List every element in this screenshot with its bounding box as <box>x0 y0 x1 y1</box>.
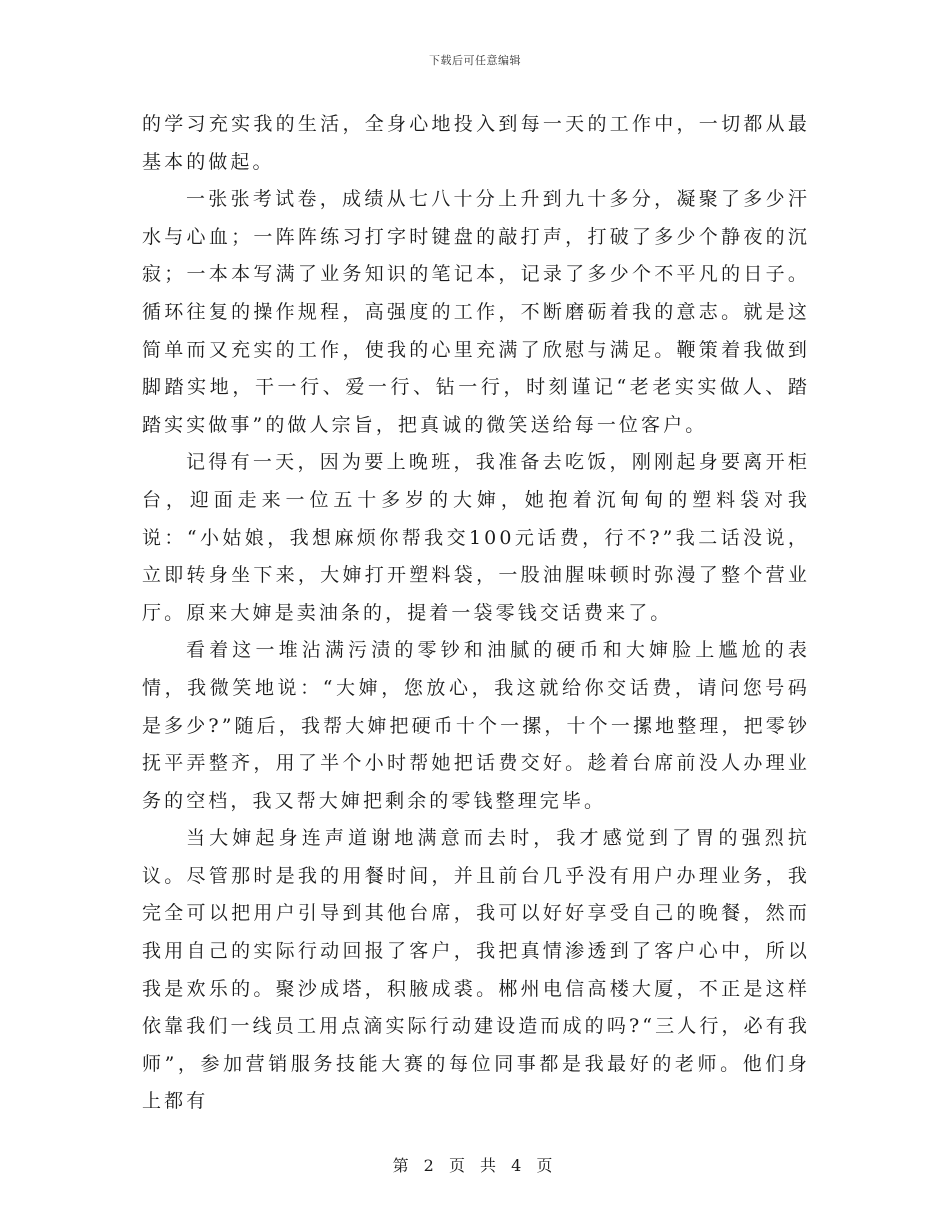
paragraph: 看着这一堆沾满污渍的零钞和油腻的硬币和大婶脸上尴尬的表情，我微笑地说：“大婶，您放心，我这就给你交话费，请问您号码是多少?”随后，我帮大婶把硬币十个一摞，十个一摞地整理，把零钞抚平弄整齐，用了半个小时帮她把话费交好。趁着台席前没人办理业务的空档，我又帮大婶把剩余的零钱整理完毕。 <box>142 639 810 812</box>
paragraph: 当大婶起身连声道谢地满意而去时，我才感觉到了胃的强烈抗议。尽管那时是我的用餐时间，并且前台几乎没有用户办理业务，我完全可以把用户引导到其他台席，我可以好好享受自己的晚餐，然而我用自己的实际行动回报了客户，我把真情渗透到了客户心中，所以我是欢乐的。聚沙成塔，积腋成裘。郴州电信高楼大厦，不正是这样依靠我们一线员工用点滴实际行动建设造而成的吗?“三人行，必有我师”，参加营销服务技能大赛的每位同事都是我最好的老师。他们身上都有 <box>142 827 810 1113</box>
page-number: 第 2 页 共 4 页 <box>392 1156 558 1175</box>
page-header: 下载后可任意编辑 <box>429 54 521 67</box>
paragraph: 记得有一天，因为要上晚班，我准备去吃饭，刚刚起身要离开柜台，迎面走来一位五十多岁的大婶，她抱着沉甸甸的塑料袋对我说：“小姑娘，我想麻烦你帮我交100元话费，行不?”我二话没说，立即转身坐下来，大婶打开塑料袋，一股油腥味顿时弥漫了整个营业厅。原来大婶是卖油条的，提着一袋零钱交话费来了。 <box>142 451 810 624</box>
paragraph: 的学习充实我的生活，全身心地投入到每一天的工作中，一切都从最基本的做起。 <box>142 113 810 173</box>
document-body <box>142 106 810 1121</box>
paragraph: 一张张考试卷，成绩从七八十分上升到九十多分，凝聚了多少汗水与心血；一阵阵练习打字时键盘的敲打声，打破了多少个静夜的沉寂；一本本写满了业务知识的笔记本，记录了多少个不平凡的日子。循环往复的操作规程，高强度的工作，不断磨砺着我的意志。就是这简单而又充实的工作，使我的心里充满了欣慰与满足。鞭策着我做到脚踏实地，干一行、爱一行、钻一行，时刻谨记“老老实实做人、踏踏实实做事”的做人宗旨，把真诚的微笑送给每一位客户。 <box>142 188 810 436</box>
